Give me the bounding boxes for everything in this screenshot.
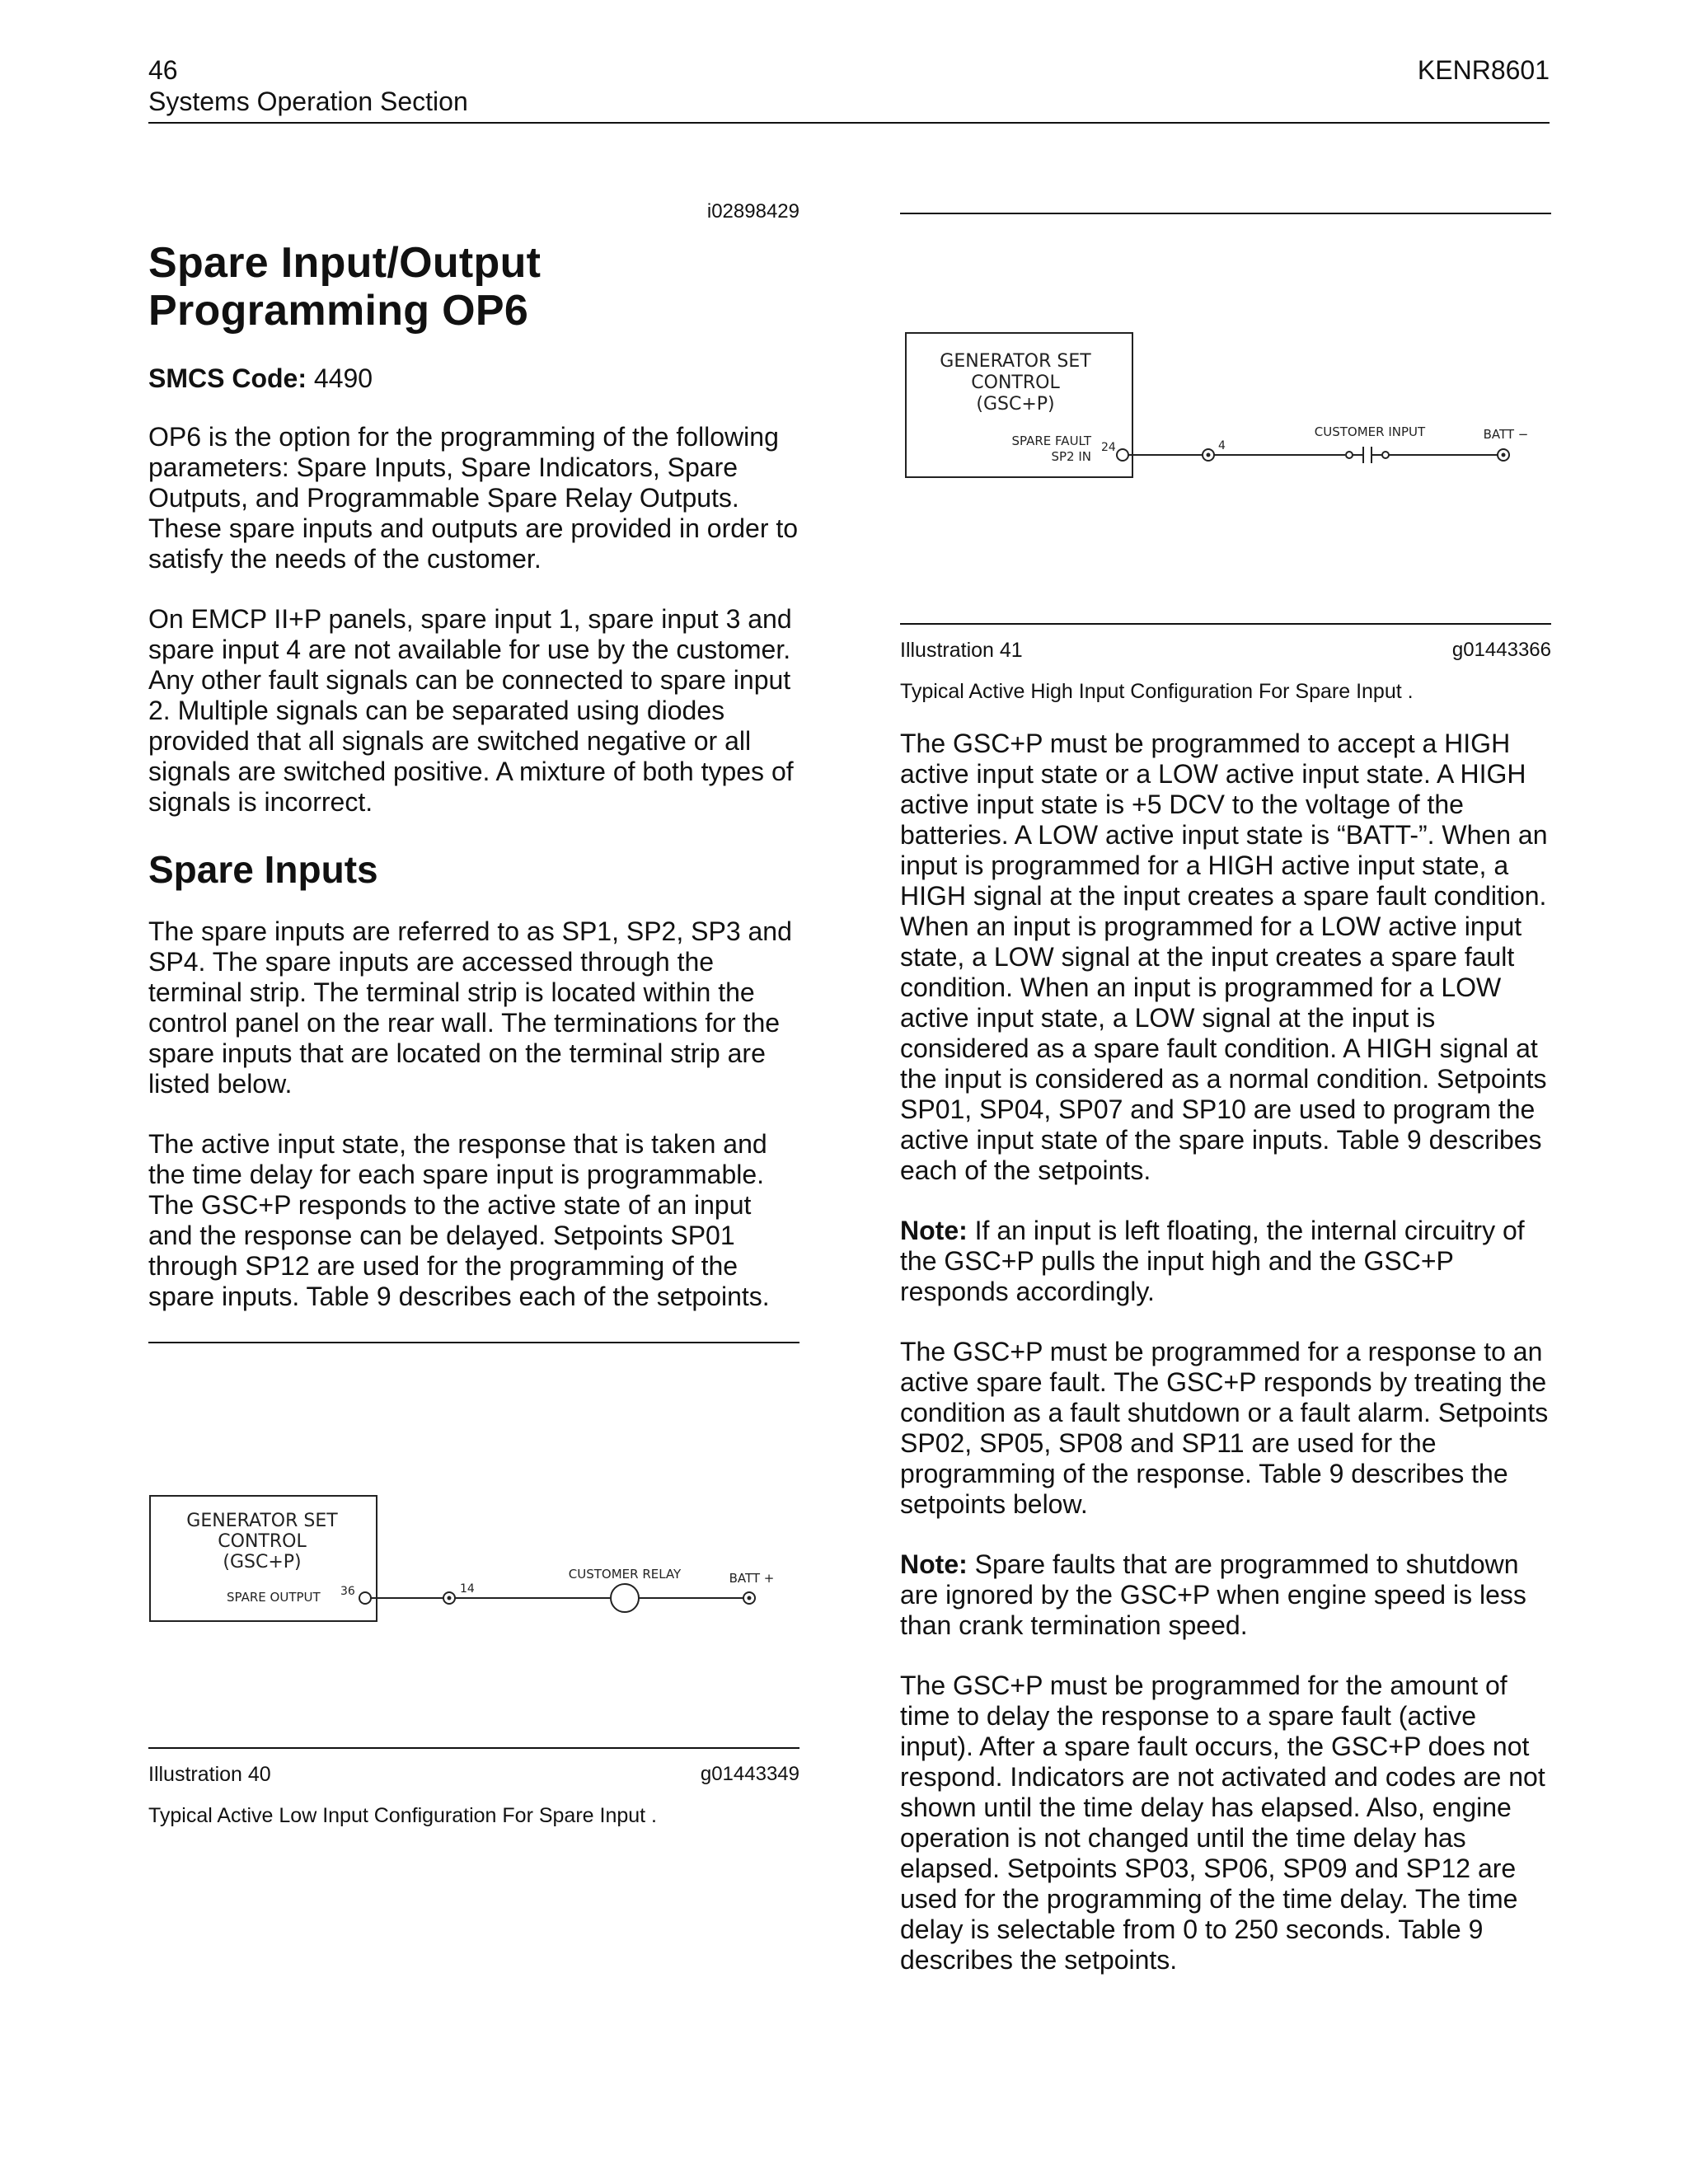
note-label: Note: bbox=[900, 1216, 968, 1245]
figure-41-schematic bbox=[900, 214, 1551, 623]
figure40-bottom-rule bbox=[148, 1747, 799, 1749]
figure41-description: Typical Active High Input Configuration For Spare Input . bbox=[900, 680, 1414, 703]
page-number: 46 bbox=[148, 55, 178, 85]
emcp-paragraph: On EMCP II+P panels, spare input 1, spare input 3 and spare input 4 are not available for use by the customer. Any other fault signals can be connected to spare input 2. Multiple signals can be separated using diodes provided that all signals are switched negative or all signals are switched positive. A mixture of both types of signals is incorrect. bbox=[148, 604, 794, 817]
smcs-label: SMCS Code: bbox=[148, 363, 307, 393]
terminal-24 bbox=[1117, 449, 1128, 461]
note-text: Spare faults that are programmed to shutdown are ignored by the GSC+P when engine speed is less than crank termination speed. bbox=[900, 1549, 1526, 1640]
contact-right-terminal bbox=[1382, 452, 1389, 458]
terminal-36-label: 36 bbox=[340, 1585, 355, 1598]
gsc-box-line2: CONTROL bbox=[971, 373, 1060, 393]
left-column bbox=[148, 191, 799, 1828]
note-floating-input bbox=[900, 1216, 1551, 1307]
figure40-graphic-id: g01443349 bbox=[700, 1763, 799, 1785]
relay-coil bbox=[611, 1584, 639, 1612]
spare-inputs-paragraph: The spare inputs are referred to as SP1, SP2, SP3 and SP4. The spare inputs are accessed through the terminal strip. The terminal strip is located within the control panel on the rear wall. The terminations for the spare inputs that are located on the terminal strip are listed below. bbox=[148, 916, 792, 1099]
figure-40-schematic bbox=[148, 1343, 799, 1747]
spacer bbox=[900, 704, 1551, 729]
document-id: i02898429 bbox=[706, 200, 799, 223]
response-paragraph: The GSC+P must be programmed for a response to an active spare fault. The GSC+P responds by treating the condition as a fault shutdown or a fault alarm. Setpoints SP02, SP05, SP08 and SP11 are used for the programming of the response. Table 9 describes the setpoints below. bbox=[900, 1337, 1549, 1519]
time-delay-paragraph: The GSC+P must be programmed for the amount of time to delay the response to a spare fault (active input). After a spare fault occurs, the GSC+P does not respond. Indicators are not activated and codes are not shown until the time delay has elapsed. Also, engine operation is not changed until the time delay has elapsed. Setpoints SP03, SP06, SP09 and SP12 are used for the programming of the time delay. The time delay is selectable from 0 to 250 seconds. Table 9 describes the setpoints. bbox=[900, 1671, 1545, 1975]
customer-input-label: CUSTOMER INPUT bbox=[1314, 424, 1426, 439]
intro-paragraph: OP6 is the option for the programming of the following parameters: Spare Inputs, Spare Indicators, Spare Outputs, and Programmable Spare Relay Outputs. These spare inputs and outputs are provided in order to satisfy the needs of the customer. bbox=[148, 422, 799, 574]
gsc-box-line3: (GSC+P) bbox=[976, 394, 1055, 415]
batt-plus-label: BATT + bbox=[729, 1571, 775, 1586]
figure-40 bbox=[148, 1343, 799, 1747]
figure-41 bbox=[900, 214, 1551, 623]
sp2-in-label: SP2 IN bbox=[1051, 449, 1091, 464]
spare-inputs-heading: Spare Inputs bbox=[148, 848, 378, 891]
terminal-24-label: 24 bbox=[1101, 441, 1116, 454]
article-title-line2: Programming OP6 bbox=[148, 287, 529, 335]
customer-relay-label: CUSTOMER RELAY bbox=[568, 1567, 682, 1582]
active-input-state-paragraph: The GSC+P must be programmed to accept a HIGH active input state or a LOW active input state. A HIGH active input state is +5 DCV to the voltage of the batteries. A LOW active input state is “BATT-”. When an input is programmed for a HIGH active input state, a HIGH signal at the input creates a spare fault condition. When an input is programmed for a LOW active input state, a LOW signal at the input creates a spare fault condition. When an input is programmed for a LOW active input state, a LOW signal at the input is considered as a spare fault condition. A HIGH signal at the input is considered as a normal condition. Setpoints SP01, SP04, SP07 and SP10 are used to program the active input state of the spare inputs. Table 9 describes each of the setpoints. bbox=[900, 729, 1548, 1185]
gsc-box-line1: GENERATOR SET bbox=[186, 1511, 338, 1531]
note-shutdown bbox=[900, 1549, 1551, 1641]
batt-plus-dot bbox=[748, 1596, 752, 1601]
figure40-description: Typical Active Low Input Configuration For Spare Input . bbox=[148, 1804, 658, 1827]
node-14-dot bbox=[448, 1596, 452, 1601]
gsc-box-line3: (GSC+P) bbox=[223, 1552, 302, 1572]
gsc-box-line1: GENERATOR SET bbox=[940, 351, 1091, 372]
figure40-caption: Illustration 40 bbox=[148, 1763, 271, 1786]
contact-left-terminal bbox=[1346, 452, 1353, 458]
figure40-caption-row bbox=[148, 1762, 799, 1787]
node-4-label: 4 bbox=[1218, 439, 1226, 452]
batt-minus-dot bbox=[1502, 453, 1506, 457]
note-label: Note: bbox=[900, 1549, 968, 1579]
active-state-paragraph: The active input state, the response that is taken and the time delay for each spare input is programmable. The GSC+P responds to the active state of an input and the response can be delayed. Setpoints SP01 through SP12 are used for the programming of the spare inputs. Table 9 describes each of the setpoints. bbox=[148, 1129, 770, 1311]
note-text: If an input is left floating, the internal circuitry of the GSC+P pulls the input high and the GSC+P responds accordingly. bbox=[900, 1216, 1525, 1306]
node-14-label: 14 bbox=[460, 1582, 475, 1596]
article-title-line1: Spare Input/Output bbox=[148, 239, 542, 287]
node-4-dot bbox=[1207, 453, 1211, 457]
spare-fault-label: SPARE FAULT bbox=[1011, 434, 1091, 448]
figure41-caption-row bbox=[900, 638, 1551, 663]
figure41-caption: Illustration 41 bbox=[900, 639, 1023, 662]
figure41-graphic-id: g01443366 bbox=[1451, 639, 1551, 661]
header-rule bbox=[148, 122, 1550, 124]
document-code: KENR8601 bbox=[1417, 55, 1550, 85]
terminal-36 bbox=[359, 1592, 371, 1604]
section-title: Systems Operation Section bbox=[148, 87, 468, 116]
figure41-bottom-rule bbox=[900, 623, 1551, 625]
smcs-code bbox=[148, 363, 799, 394]
batt-minus-label: BATT − bbox=[1483, 427, 1529, 442]
smcs-value: 4490 bbox=[313, 363, 373, 393]
article-title bbox=[148, 239, 799, 335]
gsc-box-line2: CONTROL bbox=[218, 1531, 307, 1552]
spare-output-label: SPARE OUTPUT bbox=[227, 1590, 321, 1605]
right-column bbox=[900, 191, 1551, 2005]
